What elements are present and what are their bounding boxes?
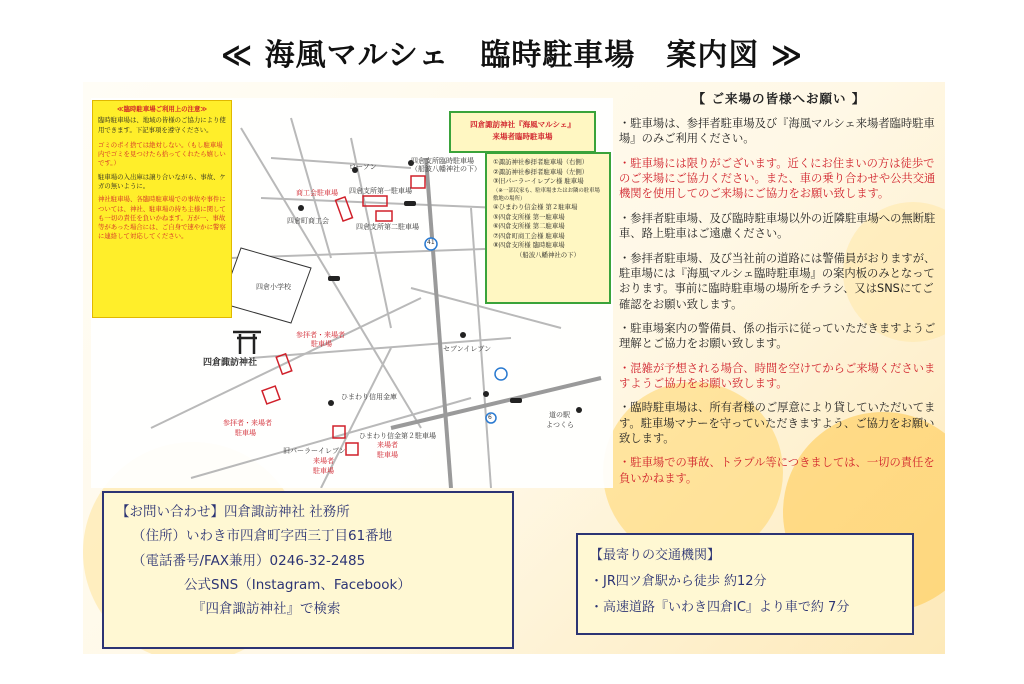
parking-name-plate (449, 111, 596, 153)
map-label-branch2: 四倉支所第二駐車場 (356, 223, 419, 231)
visitor-requests (619, 90, 939, 495)
transport-rail: ・JR四ツ倉駅から徒歩 約12分 (590, 574, 767, 589)
notice-item-2: 駐車場の入出庫は譲り合いながら、事故、ケガの無いように。 (98, 172, 226, 190)
map-label-branch-top: 四倉支所臨時駐車場 (411, 157, 474, 165)
lot-item: ⑥四倉支所様 第二駐車場 (493, 222, 565, 231)
contact-address: （住所）いわき市四倉町字西三丁目61番地 (132, 528, 393, 545)
request-paragraph: ・駐車場での事故、トラブル等につきましては、一切の責任を負いかねます。 (619, 456, 935, 485)
request-paragraph: ・臨時駐車場は、所有者様のご厚意により貸していただいてます。駐車場マナーを守っていただきますよう、ご協力をお願い致します。 (619, 401, 936, 446)
map-label-visitor1b: 来場者 (377, 441, 398, 449)
map-label-visitor2b: 駐車場 (377, 451, 398, 459)
request-paragraph: ・参拝者駐車場、及び臨時駐車場以外の近隣駐車場への無断駐車、路上駐車はご遠慮ください。 (619, 211, 936, 241)
map-label-shrine: 四倉諏訪神社 (203, 358, 258, 368)
lot-item: （船波八幡神社の下） (516, 251, 580, 260)
notice-intro: 臨時駐車場は、地域の皆様のご協力により使用できます。下記事項を遵守ください。 (98, 116, 226, 134)
lot-item: ③旧パーラーイレブン様 駐車場 (493, 177, 584, 186)
map-label-worship1b: 参拝者・来場者 (223, 419, 272, 427)
transport-road: ・高速道路『いわき四倉IC』より車で約 7分 (590, 600, 850, 615)
map-label-chamber: 四倉町商工会 (287, 217, 329, 225)
map-label-himawari-p: ひまわり信金第２駐車場 (359, 432, 436, 440)
transport-box (576, 533, 914, 635)
map-label-school: 四倉小学校 (256, 283, 291, 291)
map-label-worship2: 駐車場 (311, 340, 332, 348)
lot-item: ④ひまわり信金様 第２駐車場 (493, 203, 578, 212)
page-title: ≪ 海風マルシェ 臨時駐車場 案内図 ≫ (220, 38, 804, 73)
lot-item: ⑤四倉支所様 第一駐車場 (493, 212, 565, 221)
map-label-lot-chamber: 商工会駐車場 (296, 189, 338, 197)
request-paragraph: ・参拝者駐車場、及び当社前の道路には警備員がおりますが、駐車場には『海風マルシェ臨時駐車場』の案内板のみとなっております。事前に臨時駐車場の場所をチラシ、又はSNSにてご確認をお願い致します。 (619, 251, 936, 311)
map-label-himawari: ひまわり信用金庫 (341, 393, 397, 401)
lot-item: ⑧四倉支所様 臨時駐車場 (493, 241, 565, 250)
map-label-visitor1: 来場者 (313, 457, 334, 465)
transport-heading: 【最寄りの交通機関】 (590, 548, 721, 563)
map-label-michinoeki-name: よつくら (546, 421, 574, 429)
map-label-worship1: 参拝者・来場者 (296, 331, 345, 339)
map-label-michinoeki: 道の駅 (549, 411, 570, 419)
request-paragraph: ・駐車場には限りがございます。近くにお住まいの方は徒歩でのご来場にご協力ください。また、車の乗り合わせや公共交通機関を使用してのご来場にご協力をお願い致します。 (619, 156, 936, 201)
map-label-seven: セブンイレブン (443, 345, 492, 353)
request-paragraph: ・混雑が予想される場合、時間を空けてからご来場くださいますようご協力をお願い致します。 (619, 361, 936, 391)
name-plate-line1: 四倉諏訪神社『海風マルシェ』 (470, 120, 575, 129)
notice-heading: ≪臨時駐車場ご利用上の注意≫ (116, 105, 208, 113)
route-6-icon: 6 (488, 414, 492, 421)
map-label-branch1: 四倉支所第一駐車場 (349, 187, 412, 195)
contact-sns: 公式SNS（Instagram、Facebook） (184, 576, 411, 593)
request-paragraph: ・駐車場は、参拝者駐車場及び『海風マルシェ来場者臨時駐車場』のみご利用ください。 (619, 117, 935, 146)
contact-box (102, 491, 514, 649)
parking-notice (92, 100, 232, 318)
map-label-lawson: ローソン (349, 163, 377, 171)
contact-phone: （電話番号/FAX兼用）0246-32-2485 (132, 552, 366, 569)
contact-heading: 【お問い合わせ】四倉諏訪神社 社務所 (116, 504, 350, 520)
map-label-worship2b: 駐車場 (235, 429, 256, 437)
requests-heading: 【 ご来場の皆様へお願い 】 (692, 91, 866, 106)
contact-search: 『四倉諏訪神社』で検索 (192, 601, 341, 618)
lot-item: （※一部民家も、駐車場またはお隣の駐車場敷地の場所） (493, 187, 600, 202)
lot-item: ①諏訪神社参拝者駐車場（右側） (493, 158, 589, 166)
map-label-parlor: 旧パーラーイレブン (283, 447, 346, 455)
map-label-visitor2: 駐車場 (313, 467, 334, 475)
route-41-icon: 41 (427, 239, 435, 246)
request-paragraph: ・駐車場案内の警備員、係の指示に従っていただきますようご理解とご協力をお願い致します。 (619, 321, 936, 351)
notice-item-1: ゴミのポイ捨ては絶対しない。（もし駐車場内でゴミを見つけたら拾ってくれたら嬉しいです。） (98, 140, 226, 168)
notice-item-3: 神社駐車場、各臨時駐車場での事故や事件については、神社、駐車場の持ち主様に関しても一切の責任を負いかねます。万が一、事故等があった場合には、ご自身で速やかに警察に連絡して対応してください。 (98, 195, 226, 241)
lot-item: ②諏訪神社参拝者駐車場（左側） (493, 167, 589, 176)
name-plate-line2: 来場者臨時駐車場 (492, 132, 553, 141)
lot-item: ⑦四倉町商工会様 駐車場 (493, 231, 565, 240)
parking-lot-list (485, 152, 611, 304)
map-label-branch-top2: （船波八幡神社の下） (411, 165, 481, 173)
